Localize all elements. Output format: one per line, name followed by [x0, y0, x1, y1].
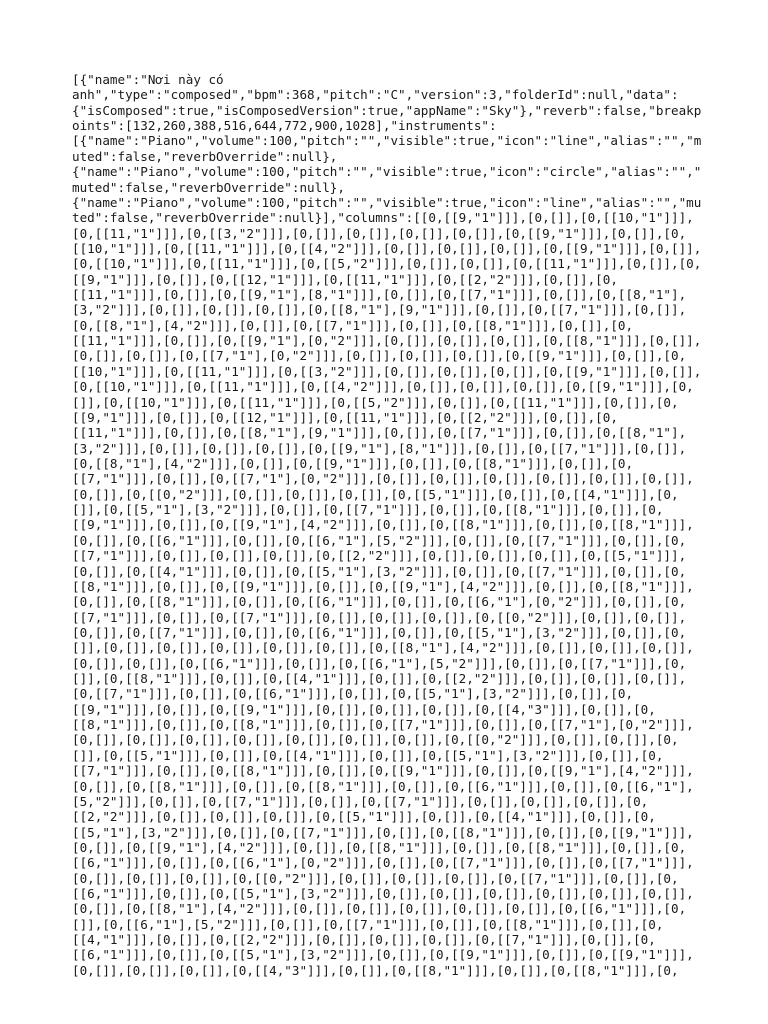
text-line: {"name":"Piano","volume":100,"pitch":"","visible":true,"icon":"circle","alias":""," [72, 164, 702, 180]
text-line: [0,[]],[0,[[8,"1"],[4,"2"]]],[0,[]],[0,[]],[0,[]],[0,[]],[0,[]],[0,[[6,"1"]]],[0, [72, 901, 687, 917]
text-line: [0,[]],[0,[[8,"1"]]],[0,[]],[0,[[6,"1"]]],[0,[]],[0,[[6,"1"],[0,"2"]]],[0,[]],[0, [72, 594, 687, 610]
text-line: [0,[[10,"1"]]],[0,[[11,"1"]]],[0,[[5,"2"]]],[0,[]],[0,[]],[0,[[11,"1"]]],[0,[]],[0, [72, 256, 702, 272]
text-line: [0,[[8,"1"],[4,"2"]]],[0,[]],[0,[[9,"1"]]],[0,[]],[0,[[8,"1"]]],[0,[]],[0, [72, 455, 634, 471]
text-line: muted":false,"reverbOverride":null}, [72, 179, 345, 195]
text-line: [0,[]],[0,[]],[0,[[7,"1"],[0,"2"]]],[0,[]],[0,[]],[0,[]],[0,[[9,"1"]]],[0,[]],[0, [72, 348, 687, 364]
text-line: [0,[]],[0,[]],[0,[]],[0,[[0,"2"]]],[0,[]],[0,[]],[0,[]],[0,[[7,"1"]]],[0,[]],[0, [72, 870, 679, 886]
text-line: [[5,"1"],[3,"2"]]],[0,[]],[0,[[7,"1"]]],[0,[]],[0,[[8,"1"]]],[0,[]],[0,[[9,"1"]]], [72, 824, 694, 840]
text-line: [0,[]],[0,[[6,"1"]]],[0,[]],[0,[[6,"1"],[5,"2"]]],[0,[]],[0,[[7,"1"]]],[0,[]],[0, [72, 532, 687, 548]
text-line: []],[0,[[5,"1"],[3,"2"]]],[0,[]],[0,[[7,"1"]]],[0,[]],[0,[[8,"1"]]],[0,[]],[0, [72, 502, 664, 518]
text-line: [[6,"1"]]],[0,[]],[0,[[5,"1"],[3,"2"]]],[0,[]],[0,[]],[0,[]],[0,[]],[0,[]],[0,[]], [72, 886, 694, 902]
text-line: [0,[]],[0,[[7,"1"]]],[0,[]],[0,[[6,"1"]]],[0,[]],[0,[[5,"1"],[3,"2"]]],[0,[]],[0, [72, 624, 687, 640]
text-line: [[4,"1"]]],[0,[]],[0,[[2,"2"]]],[0,[]],[0,[]],[0,[]],[0,[[7,"1"]]],[0,[]],[0, [72, 932, 656, 948]
text-line: []],[0,[[5,"1"]]],[0,[]],[0,[[4,"1"]]],[0,[]],[0,[[5,"1"],[3,"2"]]],[0,[]],[0, [72, 747, 664, 763]
text-line: [5,"2"]]],[0,[]],[0,[[7,"1"]]],[0,[]],[0,[[7,"1"]]],[0,[]],[0,[]],[0,[]],[0, [72, 793, 649, 809]
text-line: [[10,"1"]]],[0,[[11,"1"]]],[0,[[4,"2"]]],[0,[]],[0,[]],[0,[]],[0,[[9,"1"]]],[0,[]], [72, 240, 702, 256]
text-line: [[8,"1"]]],[0,[]],[0,[[8,"1"]]],[0,[]],[0,[[7,"1"]]],[0,[]],[0,[[7,"1"],[0,"2"]]], [72, 717, 694, 733]
text-line: []],[0,[[8,"1"]]],[0,[]],[0,[[4,"1"]]],[0,[]],[0,[[2,"2"]]],[0,[]],[0,[]],[0,[]], [72, 671, 687, 687]
text-line: anh","type":"composed","bpm":368,"pitch":"C","version":3,"folderId":null,"data": [72, 87, 679, 103]
text-line: [0,[]],[0,[[4,"1"]]],[0,[]],[0,[[5,"1"],[3,"2"]]],[0,[]],[0,[[7,"1"]]],[0,[]],[0, [72, 563, 687, 579]
text-line: {"isComposed":true,"isComposedVersion":true,"appName":"Sky"},"reverb":false,"breakp [72, 102, 702, 118]
text-line: [0,[]],[0,[]],[0,[]],[0,[]],[0,[]],[0,[]],[0,[]],[0,[[0,"2"]]],[0,[]],[0,[]],[0, [72, 732, 679, 748]
text-line: [[7,"1"]]],[0,[]],[0,[[8,"1"]]],[0,[]],[0,[[9,"1"]]],[0,[]],[0,[[9,"1"],[4,"2"]]], [72, 763, 694, 779]
text-line: oints":[132,260,388,516,644,772,900,1028],"instruments": [72, 118, 497, 134]
text-line: ted":false,"reverbOverride":null}],"columns":[[0,[[9,"1"]]],[0,[]],[0,[[10,"1"]]], [72, 210, 694, 226]
text-line: [0,[[8,"1"],[4,"2"]]],[0,[]],[0,[[7,"1"]]],[0,[]],[0,[[8,"1"]]],[0,[]],[0, [72, 317, 634, 333]
text-line: [[9,"1"]]],[0,[]],[0,[[9,"1"]]],[0,[]],[0,[]],[0,[]],[0,[[4,"3"]]],[0,[]],[0, [72, 701, 656, 717]
text-line: [[9,"1"]]],[0,[]],[0,[[12,"1"]]],[0,[[11,"1"]]],[0,[[2,"2"]]],[0,[]],[0, [72, 271, 618, 287]
text-line: [0,[]],[0,[[0,"2"]]],[0,[]],[0,[]],[0,[]],[0,[[5,"1"]]],[0,[]],[0,[[4,"1"]]],[0, [72, 486, 679, 502]
text-line: [0,[]],[0,[]],[0,[[6,"1"]]],[0,[]],[0,[[6,"1"],[5,"2"]]],[0,[]],[0,[[7,"1"]]],[0, [72, 655, 687, 671]
text-line: [3,"2"]]],[0,[]],[0,[]],[0,[]],[0,[[9,"1"],[8,"1"]]],[0,[]],[0,[[7,"1"]]],[0,[]], [72, 440, 687, 456]
text-line: uted":false,"reverbOverride":null}, [72, 148, 338, 164]
text-line: [[6,"1"]]],[0,[]],[0,[[5,"1"],[3,"2"]]],[0,[]],[0,[[9,"1"]]],[0,[]],[0,[[9,"1"]]], [72, 947, 694, 963]
text-line: [0,[[7,"1"]]],[0,[]],[0,[[6,"1"]]],[0,[]],[0,[[5,"1"],[3,"2"]]],[0,[]],[0, [72, 686, 634, 702]
text-line: [0,[[11,"1"]]],[0,[[3,"2"]]],[0,[]],[0,[]],[0,[]],[0,[]],[0,[[9,"1"]]],[0,[]],[0, [72, 225, 687, 241]
text-line: {"name":"Piano","volume":100,"pitch":"","visible":true,"icon":"line","alias":"","mu [72, 194, 702, 210]
text-line: [[10,"1"]]],[0,[[11,"1"]]],[0,[[3,"2"]]],[0,[]],[0,[]],[0,[]],[0,[[9,"1"]]],[0,[]], [72, 363, 702, 379]
text-line: [[11,"1"]]],[0,[]],[0,[[9,"1"],[8,"1"]]],[0,[]],[0,[[7,"1"]]],[0,[]],[0,[[8,"1"], [72, 287, 687, 303]
text-line: [[9,"1"]]],[0,[]],[0,[[12,"1"]]],[0,[[11,"1"]]],[0,[[2,"2"]]],[0,[]],[0, [72, 409, 618, 425]
text-line: [3,"2"]]],[0,[]],[0,[]],[0,[]],[0,[[8,"1"],[9,"1"]]],[0,[]],[0,[[7,"1"]]],[0,[]], [72, 302, 687, 318]
json-document-text [72, 72, 702, 978]
text-line: []],[0,[]],[0,[]],[0,[]],[0,[]],[0,[]],[0,[[8,"1"],[4,"2"]]],[0,[]],[0,[]],[0,[]], [72, 640, 694, 656]
text-line: [0,[]],[0,[]],[0,[]],[0,[[4,"3"]]],[0,[]],[0,[[8,"1"]]],[0,[]],[0,[[8,"1"]]],[0, [72, 962, 679, 978]
text-line: [[9,"1"]]],[0,[]],[0,[[9,"1"],[4,"2"]]],[0,[]],[0,[[8,"1"]]],[0,[]],[0,[[8,"1"]]], [72, 517, 694, 533]
text-line: []],[0,[[10,"1"]]],[0,[[11,"1"]]],[0,[[5,"2"]]],[0,[]],[0,[[11,"1"]]],[0,[]],[0, [72, 394, 679, 410]
text-line: [[2,"2"]]],[0,[]],[0,[]],[0,[]],[0,[[5,"1"]]],[0,[]],[0,[[4,"1"]]],[0,[]],[0, [72, 809, 656, 825]
text-line: [0,[]],[0,[[8,"1"]]],[0,[]],[0,[[8,"1"]]],[0,[]],[0,[[6,"1"]]],[0,[]],[0,[[6,"1"], [72, 778, 694, 794]
text-line: [{"name":"Piano","volume":100,"pitch":"","visible":true,"icon":"line","alias":"","m [72, 133, 702, 149]
text-line: [{"name":"Nơi này có [72, 72, 224, 87]
text-line: [[7,"1"]]],[0,[]],[0,[[7,"1"],[0,"2"]]],[0,[]],[0,[]],[0,[]],[0,[]],[0,[]],[0,[]], [72, 471, 694, 487]
text-line: [[7,"1"]]],[0,[]],[0,[]],[0,[]],[0,[[2,"2"]]],[0,[]],[0,[]],[0,[]],[0,[[5,"1"]]], [72, 548, 687, 564]
text-line: [0,[[10,"1"]]],[0,[[11,"1"]]],[0,[[4,"2"]]],[0,[]],[0,[]],[0,[]],[0,[[9,"1"]]],[0, [72, 379, 694, 395]
text-line: [[11,"1"]]],[0,[]],[0,[[8,"1"],[9,"1"]]],[0,[]],[0,[[7,"1"]]],[0,[]],[0,[[8,"1"], [72, 425, 687, 441]
text-line: [[11,"1"]]],[0,[]],[0,[[9,"1"],[0,"2"]]],[0,[]],[0,[]],[0,[]],[0,[[8,"1"]]],[0,[]], [72, 333, 702, 349]
text-line: [0,[]],[0,[[9,"1"],[4,"2"]]],[0,[]],[0,[[8,"1"]]],[0,[]],[0,[[8,"1"]]],[0,[]],[0, [72, 839, 687, 855]
text-line: []],[0,[[6,"1"],[5,"2"]]],[0,[]],[0,[[7,"1"]]],[0,[]],[0,[[8,"1"]]],[0,[]],[0, [72, 916, 664, 932]
text-line: [[8,"1"]]],[0,[]],[0,[[9,"1"]]],[0,[]],[0,[[9,"1"],[4,"2"]]],[0,[]],[0,[[8,"1"]]], [72, 578, 694, 594]
text-line: [[7,"1"]]],[0,[]],[0,[[7,"1"]]],[0,[]],[0,[]],[0,[]],[0,[[0,"2"]]],[0,[]],[0,[]], [72, 609, 687, 625]
text-line: [[6,"1"]]],[0,[]],[0,[[6,"1"],[0,"2"]]],[0,[]],[0,[[7,"1"]]],[0,[]],[0,[[7,"1"]]], [72, 855, 694, 871]
